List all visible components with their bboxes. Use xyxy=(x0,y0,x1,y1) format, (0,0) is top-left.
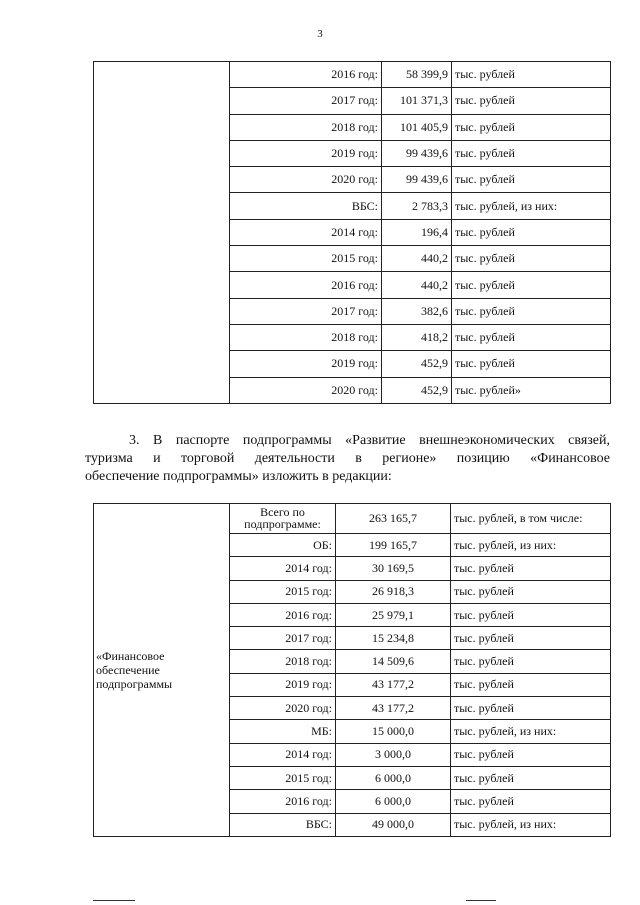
row-unit: тыс. рублей xyxy=(451,743,611,766)
table-row xyxy=(94,504,611,534)
amendment-paragraph xyxy=(85,432,610,486)
row-unit: тыс. рублей, в том числе: xyxy=(451,504,611,534)
row-value: 6 000,0 xyxy=(336,790,451,813)
paragraph-line: 3. В паспорте подпрограммы «Развитие внешнеэкономических связей, xyxy=(129,433,610,448)
subprogram-funding-table-body xyxy=(94,504,611,837)
row-unit: тыс. рублей xyxy=(452,351,611,377)
row-value: 15 234,8 xyxy=(336,627,451,650)
row-value: 440,2 xyxy=(382,246,452,272)
position-label-cell xyxy=(94,504,230,837)
row-unit: тыс. рублей xyxy=(451,673,611,696)
row-unit: тыс. рублей xyxy=(452,88,611,114)
footer-rule-right xyxy=(466,900,496,901)
page-number: 3 xyxy=(317,28,323,40)
row-value: 196,4 xyxy=(382,219,452,245)
row-unit: тыс. рублей xyxy=(451,580,611,603)
paragraph-line: туризма и торговой деятельности в регионе» позицию «Финансовое xyxy=(85,451,610,466)
row-value: 43 177,2 xyxy=(336,697,451,720)
row-value: 14 509,6 xyxy=(336,650,451,673)
row-value: 263 165,7 xyxy=(336,504,451,534)
row-label: 2016 год: xyxy=(230,62,382,88)
row-unit: тыс. рублей xyxy=(451,697,611,720)
row-label: 2016 год: xyxy=(230,603,336,626)
row-value: 199 165,7 xyxy=(336,534,451,557)
row-label: 2020 год: xyxy=(230,697,336,720)
row-unit: тыс. рублей xyxy=(451,557,611,580)
row-unit: тыс. рублей xyxy=(452,114,611,140)
row-unit: тыс. рублей xyxy=(451,603,611,626)
row-unit: тыс. рублей xyxy=(452,246,611,272)
row-label-cell xyxy=(230,504,336,534)
row-label: 2017 год: xyxy=(230,627,336,650)
row-value: 43 177,2 xyxy=(336,673,451,696)
row-value: 6 000,0 xyxy=(336,766,451,789)
row-value: 99 439,6 xyxy=(382,140,452,166)
row-label: 2018 год: xyxy=(230,324,382,350)
row-unit: тыс. рублей xyxy=(451,627,611,650)
position-label: «Финансовое обеспечение подпрограммы xyxy=(96,648,173,691)
row-label: 2014 год: xyxy=(230,743,336,766)
row-unit: тыс. рублей, из них: xyxy=(451,813,611,836)
row-label: 2015 год: xyxy=(230,580,336,603)
row-unit: тыс. рублей xyxy=(451,650,611,673)
row-unit: тыс. рублей xyxy=(452,324,611,350)
row-value: 26 918,3 xyxy=(336,580,451,603)
row-value: 15 000,0 xyxy=(336,720,451,743)
row-label: МБ: xyxy=(230,720,336,743)
empty-left-cell xyxy=(94,62,230,404)
row-value: 25 979,1 xyxy=(336,603,451,626)
row-value: 101 371,3 xyxy=(382,88,452,114)
row-label: 2016 год: xyxy=(230,790,336,813)
row-unit: тыс. рублей, из них: xyxy=(451,720,611,743)
row-label: 2015 год: xyxy=(230,766,336,789)
row-label: 2020 год: xyxy=(230,377,382,403)
row-value: 58 399,9 xyxy=(382,62,452,88)
row-label: 2016 год: xyxy=(230,272,382,298)
row-label: 2018 год: xyxy=(230,650,336,673)
row-unit: тыс. рублей xyxy=(451,790,611,813)
row-unit: тыс. рублей, из них: xyxy=(452,193,611,219)
row-value: 452,9 xyxy=(382,351,452,377)
row-value: 101 405,9 xyxy=(382,114,452,140)
table-row xyxy=(94,62,611,88)
row-value: 440,2 xyxy=(382,272,452,298)
paragraph-line: обеспечение подпрограммы» изложить в редакции: xyxy=(85,469,392,484)
row-unit: тыс. рублей xyxy=(452,62,611,88)
row-label: 2019 год: xyxy=(230,673,336,696)
row-unit: тыс. рублей» xyxy=(452,377,611,403)
funding-table-continued xyxy=(93,61,611,404)
row-unit: тыс. рублей xyxy=(452,140,611,166)
row-value: 30 169,5 xyxy=(336,557,451,580)
row-unit: тыс. рублей, из них: xyxy=(451,534,611,557)
subprogram-funding-table xyxy=(93,503,611,837)
row-value: 452,9 xyxy=(382,377,452,403)
row-value: 49 000,0 xyxy=(336,813,451,836)
row-unit: тыс. рублей xyxy=(452,272,611,298)
row-value: 382,6 xyxy=(382,298,452,324)
row-label: 2015 год: xyxy=(230,246,382,272)
row-label: 2018 год: xyxy=(230,114,382,140)
row-unit: тыс. рублей xyxy=(451,766,611,789)
row-unit: тыс. рублей xyxy=(452,167,611,193)
row-label: Всего по подпрограмме: xyxy=(244,504,321,531)
row-unit: тыс. рублей xyxy=(452,219,611,245)
row-label: 2014 год: xyxy=(230,219,382,245)
row-label: ОБ: xyxy=(230,534,336,557)
row-unit: тыс. рублей xyxy=(452,298,611,324)
row-value: 3 000,0 xyxy=(336,743,451,766)
row-value: 99 439,6 xyxy=(382,167,452,193)
row-value: 418,2 xyxy=(382,324,452,350)
row-value: 2 783,3 xyxy=(382,193,452,219)
row-label: 2020 год: xyxy=(230,167,382,193)
footer-rule-left xyxy=(93,900,135,901)
row-label: 2017 год: xyxy=(230,298,382,324)
row-label: 2019 год: xyxy=(230,351,382,377)
row-label: 2014 год: xyxy=(230,557,336,580)
row-label: ВБС: xyxy=(230,813,336,836)
funding-table-continued-body xyxy=(94,62,611,404)
row-label: 2017 год: xyxy=(230,88,382,114)
row-label: ВБС: xyxy=(230,193,382,219)
row-label: 2019 год: xyxy=(230,140,382,166)
